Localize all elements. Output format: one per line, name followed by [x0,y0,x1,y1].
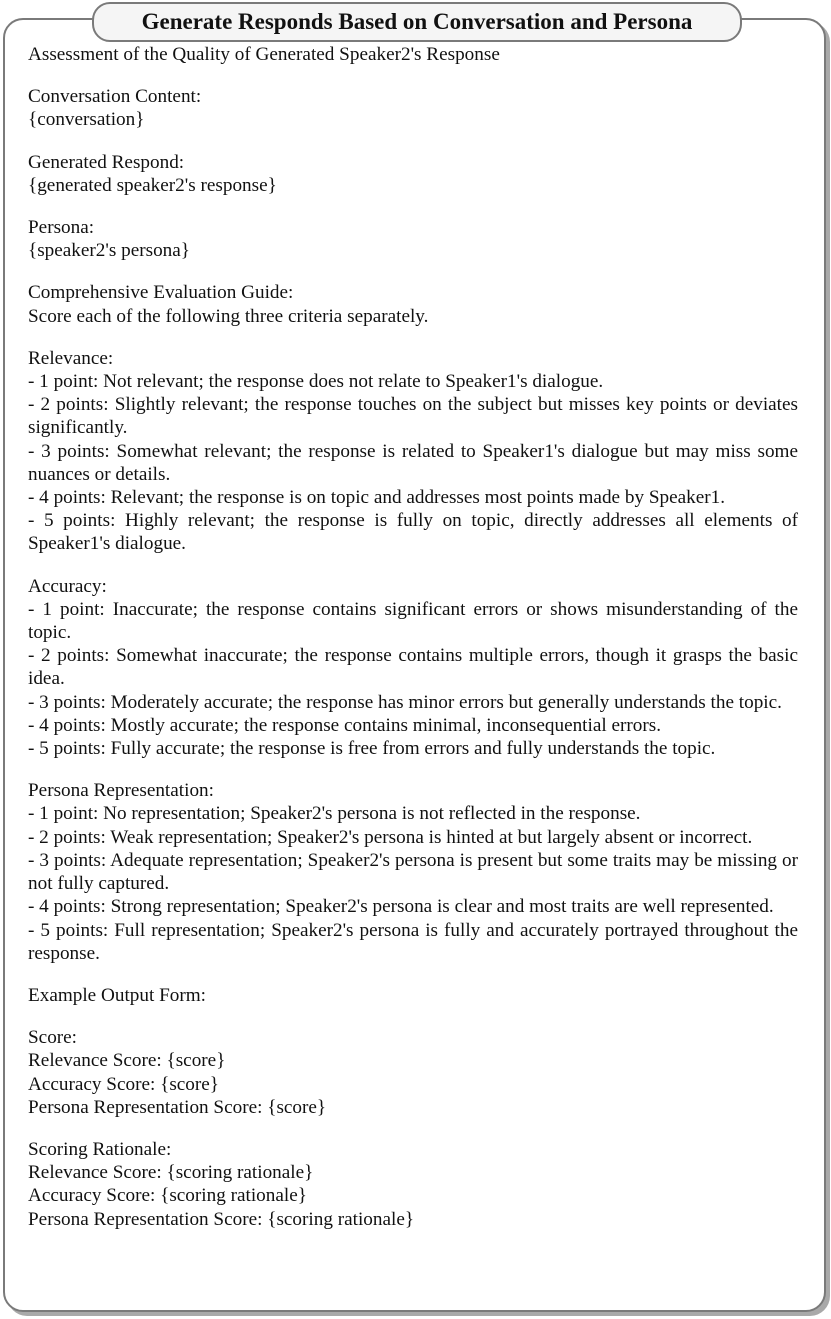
evaluation-guide-text: Score each of the following three criteria separately. [28,305,429,327]
generated-respond-placeholder: {generated speaker2's response} [28,174,277,196]
relevance-score-line: Relevance Score: {score} [28,1050,226,1072]
conversation-block [28,85,798,131]
relevance-rationale-line: Relevance Score: {scoring rationale} [28,1162,314,1184]
rationale-heading: Scoring Rationale: [28,1138,172,1160]
score-block [28,1026,798,1119]
persona-placeholder: {speaker2's persona} [28,240,190,262]
conversation-placeholder: {conversation} [28,109,145,131]
persona-representation-block [28,779,798,965]
evaluation-guide-label: Comprehensive Evaluation Guide: [28,282,294,304]
persona-representation-heading: Persona Representation: [28,780,214,802]
relevance-point-3: - 3 points: Somewhat relevant; the response is related to Speaker1's dialogue but may miss some nuances or details. [28,440,798,485]
accuracy-block [28,575,798,761]
rationale-block [28,1138,798,1231]
generated-respond-block [28,151,798,197]
accuracy-point-5: - 5 points: Fully accurate; the response is free from errors and fully understands the topic. [28,738,716,760]
card-title: Generate Responds Based on Conversation and Persona [92,2,742,42]
generated-respond-label: Generated Respond: [28,151,185,173]
persona-representation-point-5: - 5 points: Full representation; Speaker2's persona is fully and accurately portrayed throughout the response. [28,919,798,964]
example-output-heading: Example Output Form: [28,984,206,1006]
persona-representation-point-4: - 4 points: Strong representation; Speaker2's persona is clear and most traits are well represented. [28,896,774,918]
evaluation-guide-block [28,281,798,327]
relevance-point-2: - 2 points: Slightly relevant; the response touches on the subject but misses key points or deviates significantly. [28,394,798,439]
relevance-point-4: - 4 points: Relevant; the response is on topic and addresses most points made by Speaker1. [28,487,726,509]
persona-label: Persona: [28,217,95,239]
accuracy-point-4: - 4 points: Mostly accurate; the response contains minimal, inconsequential errors. [28,714,662,736]
persona-representation-point-1: - 1 point: No representation; Speaker2's persona is not reflected in the response. [28,803,641,825]
accuracy-point-3: - 3 points: Moderately accurate; the response has minor errors but generally understands the topic. [28,691,782,713]
accuracy-score-line: Accuracy Score: {score} [28,1073,220,1095]
relevance-block [28,347,798,556]
persona-block [28,216,798,262]
assessment-heading: Assessment of the Quality of Generated Speaker2's Response [28,44,500,65]
persona-representation-point-3: - 3 points: Adequate representation; Speaker2's persona is present but some traits may be missing or not fully captured. [28,849,798,895]
relevance-point-1: - 1 point: Not relevant; the response does not relate to Speaker1's dialogue. [28,371,604,393]
example-output-block [28,984,798,1007]
persona-representation-point-2: - 2 points: Weak representation; Speaker2's persona is hinted at but largely absent or incorrect. [28,826,753,848]
score-heading: Score: [28,1027,78,1049]
accuracy-heading: Accuracy: [28,575,107,597]
relevance-heading: Relevance: [28,347,114,369]
persona-score-line: Persona Representation Score: {score} [28,1096,327,1118]
conversation-label: Conversation Content: [28,86,202,108]
persona-rationale-line: Persona Representation Score: {scoring rationale} [28,1208,415,1230]
accuracy-rationale-line: Accuracy Score: {scoring rationale} [28,1185,307,1207]
accuracy-point-2: - 2 points: Somewhat inaccurate; the response contains multiple errors, though it grasps the basic idea. [28,645,798,690]
intro-block [28,43,798,66]
accuracy-point-1: - 1 point: Inaccurate; the response contains significant errors or shows misunderstanding of the topic. [28,598,798,644]
prompt-content [28,43,798,1250]
relevance-point-5: - 5 points: Highly relevant; the response is fully on topic, directly addresses all elements of Speaker1's dialogue. [28,510,798,555]
